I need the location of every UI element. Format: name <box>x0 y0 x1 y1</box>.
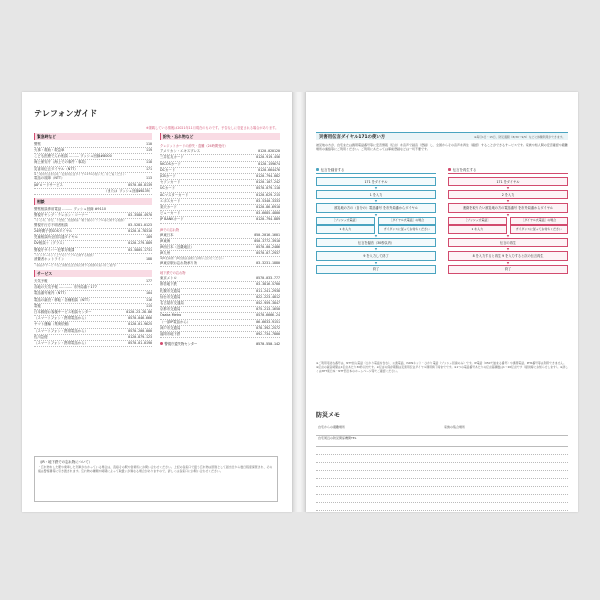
phone-number: 118 <box>146 160 152 165</box>
entry-name: JR西日本（近畿地区） <box>160 245 194 250</box>
record-step-5-split <box>316 225 436 234</box>
entry-name: 天気予報 <box>34 278 48 283</box>
entry-name: ※JR北海道・JR四国は各駅にお問い合わせください <box>160 257 224 261</box>
phone-number: 0570-00-8139 <box>128 182 152 187</box>
memo-line <box>316 471 568 479</box>
column-1 <box>34 130 152 347</box>
entry-name: 京都市交通局 <box>160 307 181 312</box>
record-step-7: 9 を入力して終了 <box>316 251 436 260</box>
phone-number: 0570-046-666 <box>128 316 152 321</box>
down-arrow-icon: ▼ <box>374 247 378 252</box>
down-arrow-icon: ▼ <box>374 199 378 204</box>
memo-table <box>316 425 568 512</box>
play-step-6: 伝言の再生 <box>448 238 568 247</box>
phone-number: 119 <box>146 147 152 152</box>
memo-line <box>316 495 568 503</box>
entry-name: 福岡市地下鉄 <box>160 332 181 337</box>
entry-name: 火事・救助・救急車 <box>34 147 65 152</box>
dial-171-subtitle: ※毎月1日・15日、防災週間（8/30〜9/5）などに体験利用ができます。 <box>474 134 565 139</box>
record-flow-header <box>316 166 436 174</box>
play-step-2: 2 を入力 <box>448 190 568 199</box>
book-spine <box>292 92 306 512</box>
play-step-8: 終了 <box>448 265 568 274</box>
phone-number: 022-223-4812 <box>256 294 280 299</box>
dial-171-header <box>316 132 568 140</box>
entry-name: （インターネット上でのトラブルに関する相談） <box>34 253 96 257</box>
entry-name: 電報 <box>34 303 41 308</box>
phone-number: 06-6633-9151 <box>256 319 280 324</box>
phone-number: 03-3816-5700 <box>256 282 280 287</box>
entry-name: 電話の故障（NTT） <box>34 176 65 181</box>
phone-row <box>160 261 280 267</box>
entry-name: 災害用伝言ダイヤル（NTT） <box>34 166 78 171</box>
entry-name: JR東京駅お忘れ物承り所 <box>160 261 198 266</box>
memo-row <box>316 436 568 447</box>
phone-number: 0120-879-123 <box>128 334 152 339</box>
down-arrow-icon: ▼ <box>374 186 378 191</box>
memo-evacuation-site: 自宅からの避難場所 <box>318 425 346 429</box>
column-2 <box>160 130 280 346</box>
page-title: テレフォンガイド <box>34 109 98 118</box>
entry-name: エポスカード <box>160 198 181 203</box>
phone-number: 0120-020120 <box>258 149 280 154</box>
phone-number: 0120-01-9625 <box>128 322 152 327</box>
down-arrow-icon: ▼ <box>374 234 378 239</box>
down-arrow-icon: ▼ <box>506 247 510 252</box>
entry-name: 児童相談所全国共通ダイヤル <box>34 235 78 240</box>
entry-name: （商品やサービスなど消費生活全般に関する相談の窓口をご案内） <box>34 263 118 267</box>
phone-number: 03-3231-1880 <box>256 261 280 266</box>
record-step-4b: ［ダイヤル式電話］の場合 <box>378 217 437 226</box>
lost-items-note-title: （JR・地下鉄での忘れ物について） <box>38 460 93 464</box>
phone-number: 03-6685-4800 <box>256 211 280 216</box>
lost-items-center-row <box>160 341 280 346</box>
entry-name: 警視庁ヤング・テレホン・コーナー <box>34 212 89 217</box>
phone-number: 0120-794-082 <box>256 174 280 178</box>
record-step-4a: ［プッシュ式電話］ <box>316 217 375 226</box>
phone-number: 0120-794-889 <box>256 217 280 222</box>
entry-name: 札幌市交通局 <box>160 288 181 293</box>
phone-number: 0120-86-6910 <box>256 205 280 210</box>
phone-number: 0120-23-28-86 <box>126 309 152 314</box>
dial-171-intro: 被災地の方が、自宅または携帯電話番号等に安否情報（伝言）を音声で録音（登録）し、全国からその音声を再生（確認）することができるサービスです。家族や知人間の安否確認や避難場所の連絡等にご利用ください。ご利用にあたっては事前登録などは一切不要です。 <box>316 143 568 151</box>
down-arrow-icon: ▼ <box>374 260 378 265</box>
entry-name: Osaka Metro <box>160 313 182 318</box>
entry-name: 名古屋市交通局 <box>160 301 184 306</box>
phone-number: 0120-0-78310 <box>128 228 152 233</box>
phone-number: 110 <box>146 141 152 146</box>
entry-name: （スマートフォン・携帯電話から） <box>34 341 88 345</box>
entry-name: 三井住友カード <box>160 155 184 160</box>
phone-row <box>160 332 280 338</box>
entry-name: 日本郵便お客様サービス相談センター <box>34 309 92 314</box>
entry-name: 東京メトロ <box>160 276 177 281</box>
phone-number: 115 <box>146 303 152 308</box>
phone-number: 03-3580-4970 <box>128 212 152 217</box>
memo-row <box>316 425 568 436</box>
lost-items-note-box <box>34 456 278 502</box>
phone-number: 03-5805-1731 <box>128 247 152 252</box>
phone-number: 0570-01-0190 <box>128 341 152 345</box>
record-step-2: 1 を入力 <box>316 190 436 199</box>
memo-line <box>316 447 568 455</box>
record-step-6: 伝言を録音（30秒以内） <box>316 238 436 247</box>
phone-number: 0120-159674 <box>258 161 280 166</box>
phone-number: 116 <box>146 297 152 302</box>
section-heading: サービス <box>34 270 152 277</box>
memo-title: 防災メモ <box>316 412 341 419</box>
memo-disaster-agency-tel: 自宅周辺の防災関係機関TEL <box>318 436 357 440</box>
phone-number: 03-5340-3333 <box>256 198 280 203</box>
phone-number: 0570-550-142 <box>256 341 280 346</box>
memo-line <box>316 511 568 512</box>
entry-name: ヤマト運輸（集荷依頼） <box>34 322 72 327</box>
phone-number: 188 <box>146 257 152 262</box>
phone-number: 011-241-2938 <box>256 288 280 293</box>
entry-name: 24時間子供SOSダイヤル <box>34 228 73 233</box>
record-flow <box>316 166 436 274</box>
entry-name: こども医療でんわ相談 ……… プッシュ回線#8000 <box>34 154 112 159</box>
phone-number: 0570-07-2937 <box>256 251 280 256</box>
entry-name: 消費者ホットライン <box>34 257 65 262</box>
play-step-1: 171 をダイヤル <box>448 177 568 186</box>
play-flow-title: 伝言を再生する <box>452 168 477 172</box>
subsection-heading: 地下鉄での忘れ物 <box>160 271 186 276</box>
play-step-4a: ［プッシュ式電話］ <box>448 217 507 226</box>
entry-name: NICOSカード <box>160 161 181 166</box>
bullet-icon <box>160 342 163 345</box>
down-arrow-icon: ▼ <box>374 212 378 217</box>
entry-name: ビューカード <box>160 211 181 216</box>
down-arrow-icon: ▼ <box>506 212 510 217</box>
section-heading: 紛失・忘れ物など <box>160 133 280 140</box>
play-step-7: 8 を入力すると再生 9 を入力すると次の伝言再生 <box>448 251 568 260</box>
entry-name: 各地の天気予報 ………… 市外局番＋177 <box>34 285 97 290</box>
phone-number <box>150 207 152 212</box>
down-arrow-icon: ▼ <box>506 199 510 204</box>
note-line <box>34 264 152 268</box>
dial-171-notes: ※ご利用可能な番号は、NTT加入電話（ひかり電話を含む）、公衆電話、ISDNネット・ひかり電話（プッシュ回線のみ）です。IP電話（050で始まる番号）や携帯電話、PHS番号等は利用できません。※伝言の録音時間は1伝言あたり30秒以内です。※伝言の保存期間は災害用伝言ダイヤル運用終了時までです。※1つの電話番号あたりの伝言蓄積数は1〜20伝言です（提供時にお知らせします）。※詳しくはNTT東日本・NTT西日本のホームページ等でご確認ください。 <box>316 361 568 373</box>
right-page <box>306 92 578 512</box>
section-heading: 相談 <box>34 198 152 205</box>
entry-name: DCカード <box>160 167 176 172</box>
phone-number: （または プッシュ回線#8139） <box>104 188 152 193</box>
entry-name: 楽天カード <box>160 205 177 210</box>
play-step-4-split <box>448 217 568 226</box>
memo-line <box>316 503 568 511</box>
entry-name: 海上保安庁（海上での事件・事故） <box>34 160 89 165</box>
play-step-5b: ガイダンスに従ってお待ちください <box>510 225 569 234</box>
phone-row <box>34 341 152 347</box>
phone-number <box>150 285 152 290</box>
memo-line <box>316 455 568 463</box>
phone-number: 078-392-2572 <box>256 325 280 330</box>
phone-number <box>150 264 152 268</box>
entry-name: 警視庁遺失物センター <box>164 342 198 347</box>
record-step-4-split <box>316 217 436 226</box>
play-step-4b: ［ダイヤル式電話］の場合 <box>510 217 569 226</box>
entry-name: 警視庁サイバー犯罪対策課 <box>34 247 75 252</box>
entry-name: セゾンカード <box>160 180 181 185</box>
phone-number: 0120-107-242 <box>256 180 280 185</box>
record-step-5a: 1 を入力 <box>316 225 375 234</box>
subsection-heading: JRでの忘れ物 <box>160 227 180 232</box>
phone-number: 171 <box>146 166 152 171</box>
lost-items-note-text: ・忘れ物をした駅や乗車した列車がわかっている場合は、直接その駅や営業所にお問い合わせください。上記の各窓口で扱う忘れ物は原則として届出日から数日程度保管され、その後は警察署等に引き渡されます。忘れ物の種類や時期によって取扱いが異なる場合がありますので、詳しくは各窓口にお問い合わせください。 <box>38 465 273 473</box>
entry-name: 警察 <box>34 141 41 146</box>
phone-number <box>150 154 152 159</box>
phone-number: 03-5281-0123 <box>128 222 152 227</box>
entry-name: ACマスターカード <box>160 192 189 197</box>
record-step-1: 171 をダイヤル <box>316 177 436 186</box>
entry-name: （スマートフォン・携帯電話から） <box>34 328 88 333</box>
play-flow-header <box>448 166 568 174</box>
entry-name: JAFロードサービス <box>34 182 63 187</box>
record-step-5b: ガイダンスに従ってお待ちください <box>378 225 437 234</box>
memo-family-meeting-place: 家族の集合場所 <box>444 425 466 429</box>
down-arrow-icon: ▼ <box>506 260 510 265</box>
subsection-heading: クレジットカードの紛失・盗難（24時間受付） <box>160 144 228 149</box>
entry-name: 仙台市交通局 <box>160 294 181 299</box>
play-flow <box>448 166 568 274</box>
play-step-5a: 1 を入力 <box>448 225 507 234</box>
phone-number: 0570-6666-24 <box>256 313 280 318</box>
phone-number: 0120-629-215 <box>256 192 280 197</box>
entry-name: JR九州 <box>160 251 171 256</box>
phone-number: 050-3772-3910 <box>254 238 280 243</box>
phone-number: 0570-079-110 <box>256 186 280 191</box>
entry-name: DV相談＋（プラス） <box>34 241 66 246</box>
entry-name: 都営地下鉄 <box>160 282 177 287</box>
notice-text: ※掲載している情報は2021年11月現在のものです。予告なしに変更される場合があります。 <box>146 126 279 130</box>
phone-number: 075-213-1650 <box>256 307 280 312</box>
entry-name: アメリカン・エキスプレス <box>160 149 201 154</box>
memo-blank-cell <box>442 436 568 446</box>
entry-name: 佐川急便 <box>34 334 48 339</box>
phone-row <box>34 189 152 195</box>
record-step-8: 終了 <box>316 265 436 274</box>
memo-line <box>316 479 568 487</box>
phone-number: 0570-200-000 <box>128 328 152 333</box>
down-arrow-icon: ▼ <box>506 234 510 239</box>
entry-name: （一部IP電話から） <box>160 319 191 324</box>
left-page <box>22 92 292 512</box>
entry-name: JR東日本 <box>160 232 174 237</box>
entry-name: 電話の新設・移転・各種相談（NTT） <box>34 297 92 302</box>
phone-number: 050-2016-1601 <box>254 232 280 237</box>
memo-line <box>316 463 568 471</box>
entry-name: JP BANKカード <box>160 217 184 222</box>
square-marker-icon <box>316 168 319 171</box>
phone-number: 189 <box>146 235 152 240</box>
entry-name: ※ご利用方法を右頁「災害用伝言ダイヤル171の使い方」をご覧ください <box>34 172 126 176</box>
phone-number: 0570-033-777 <box>256 276 280 281</box>
phone-number: 0120-279-889 <box>128 241 152 246</box>
phone-row <box>160 217 280 223</box>
phone-number: 0120-919-456 <box>256 155 280 160</box>
record-step-3: 被災地の方の（自分の）電話番号 を市外局番からダイヤル <box>316 203 436 212</box>
phone-number: 113 <box>146 176 152 181</box>
entry-name: 電話番号案内（NTT） <box>34 291 68 296</box>
play-step-3: 連絡を取りたい被災地の方の電話番号 を市外局番からダイヤル <box>448 203 568 212</box>
entry-name: （スマートフォン・携帯電話から） <box>34 316 88 321</box>
entry-name: （いじめ、非行、不登校、友達関係・親子間のトラブル等に関する相談） <box>34 219 127 223</box>
play-step-5-split <box>448 225 568 234</box>
down-arrow-icon: ▼ <box>506 186 510 191</box>
memo-line <box>316 487 568 495</box>
entry-name: 警視庁行方不明者相談 <box>34 222 68 227</box>
phone-number: 092-734-7800 <box>256 332 280 337</box>
entry-name: 警察相談専用電話 ……… プッシュ回線 #9110 <box>34 206 107 211</box>
record-flow-title: 伝言を録音する <box>320 168 345 172</box>
entry-name: JCBカード <box>160 174 176 178</box>
phone-number: 0120-664476 <box>258 167 280 172</box>
dial-171-title: 災害用伝言ダイヤル171の使い方 <box>319 134 386 140</box>
entry-name: 神戸市交通局 <box>160 325 181 330</box>
phone-number: 052-959-3847 <box>256 301 280 306</box>
entry-name: UCカード <box>160 186 176 191</box>
phone-number: 104 <box>146 291 152 296</box>
entry-name: JR東海 <box>160 238 171 243</box>
phone-number: 0570-00-2486 <box>256 245 280 250</box>
phone-number: 177 <box>146 278 152 283</box>
section-heading: 緊急時など <box>34 133 152 140</box>
square-marker-icon <box>448 168 451 171</box>
